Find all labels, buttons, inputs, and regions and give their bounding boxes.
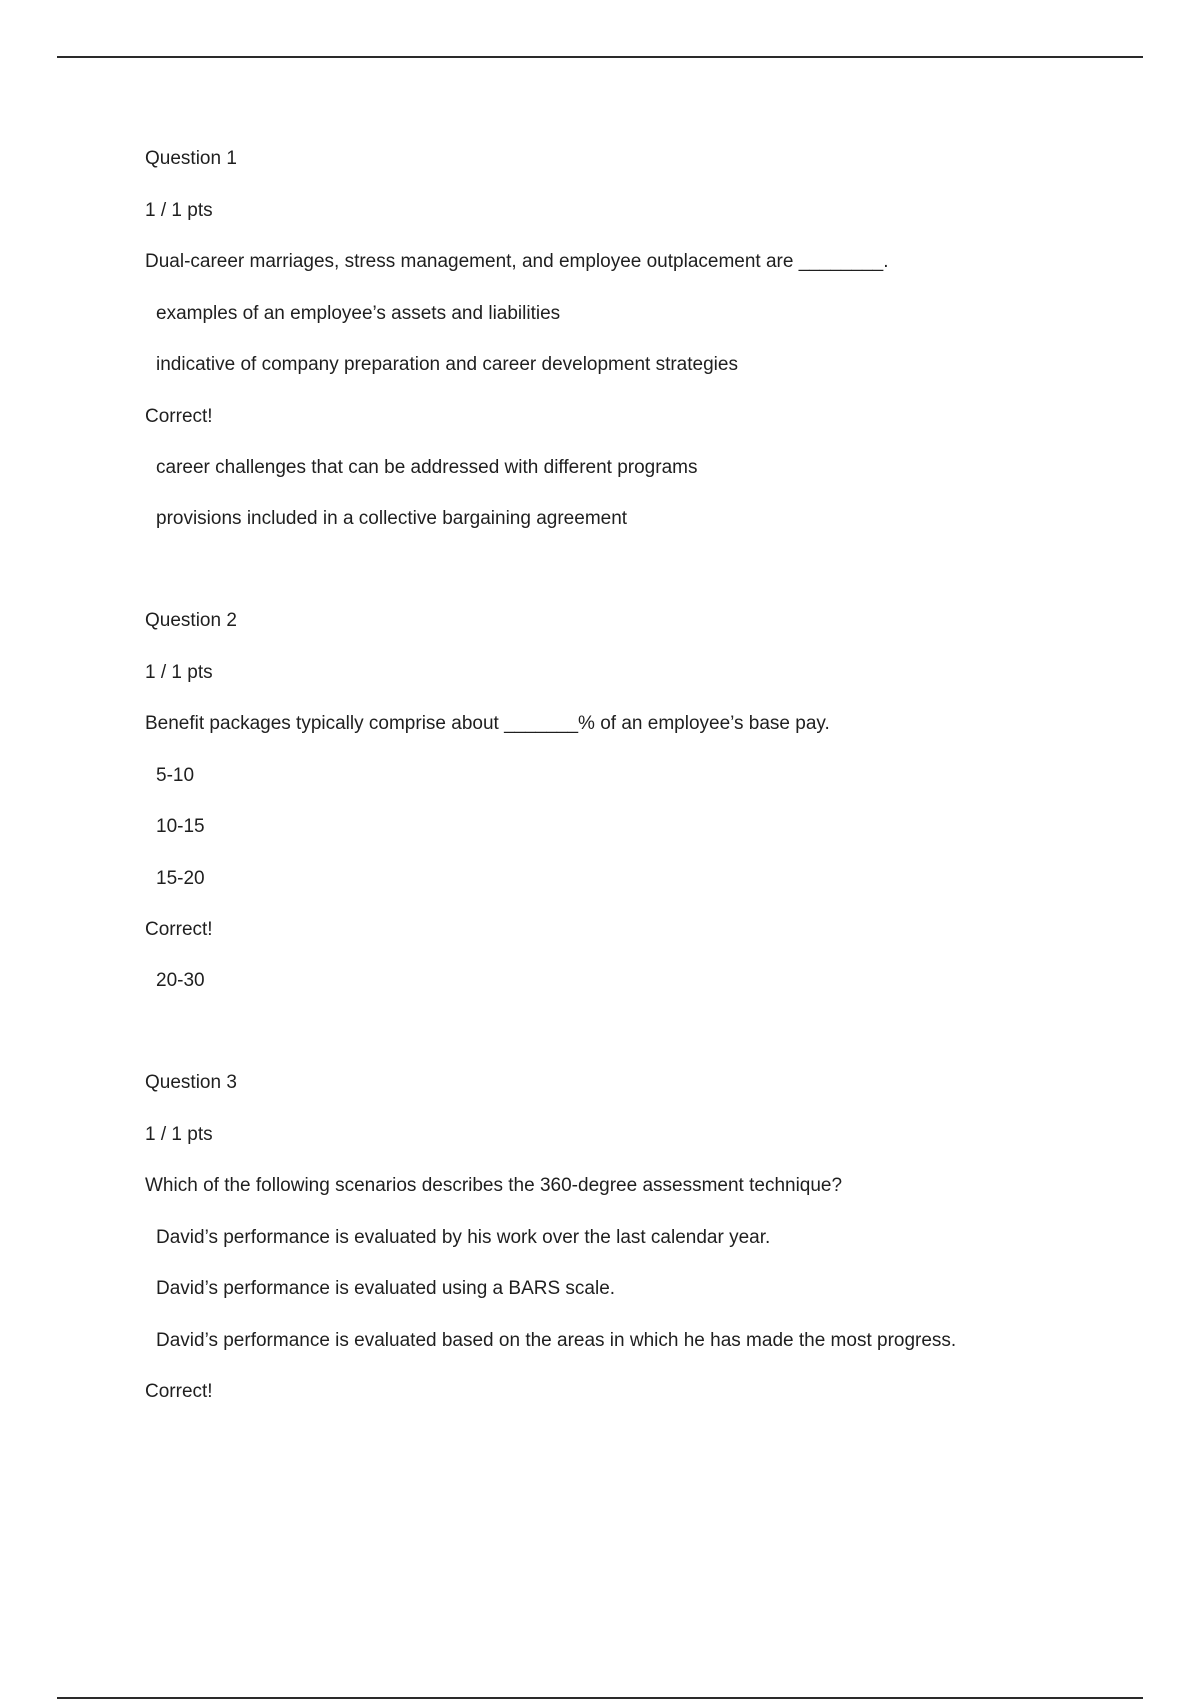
question-2-option-d[interactable]: 20-30: [156, 970, 205, 991]
question-3-option-b[interactable]: David’s performance is evaluated using a BARS scale.: [156, 1278, 616, 1299]
question-1-option-a[interactable]: examples of an employee’s assets and liabilities: [156, 303, 561, 324]
question-2-option-c[interactable]: 15-20: [156, 868, 205, 889]
question-1-correct-label: Correct!: [145, 406, 213, 427]
question-2-correct-label: Correct!: [145, 919, 213, 940]
question-1-option-c[interactable]: career challenges that can be addressed with different programs: [156, 457, 698, 478]
question-2-option-a[interactable]: 5-10: [156, 765, 195, 786]
question-1-option-d[interactable]: provisions included in a collective bargaining agreement: [156, 508, 628, 529]
question-3-points: 1 / 1 pts: [145, 1124, 213, 1145]
question-2-option-b[interactable]: 10-15: [156, 816, 205, 837]
question-3-title: Question 3: [145, 1072, 237, 1093]
question-3-prompt: Which of the following scenarios describes the 360-degree assessment technique?: [145, 1175, 843, 1196]
question-1-prompt: Dual-career marriages, stress management, and employee outplacement are ________.: [145, 251, 889, 272]
question-3-option-a[interactable]: David’s performance is evaluated by his work over the last calendar year.: [156, 1227, 771, 1248]
question-1-points: 1 / 1 pts: [145, 200, 213, 221]
question-2-points: 1 / 1 pts: [145, 662, 213, 683]
question-1-title: Question 1: [145, 148, 237, 169]
question-1-option-b[interactable]: indicative of company preparation and career development strategies: [156, 354, 738, 375]
question-2-prompt: Benefit packages typically comprise about _______% of an employee’s base pay.: [145, 713, 830, 734]
top-divider: [57, 56, 1143, 58]
bottom-divider: [57, 1697, 1143, 1699]
question-3-correct-label: Correct!: [145, 1381, 213, 1402]
question-2-title: Question 2: [145, 610, 237, 631]
question-3-option-c[interactable]: David’s performance is evaluated based on the areas in which he has made the most progress.: [156, 1330, 957, 1351]
